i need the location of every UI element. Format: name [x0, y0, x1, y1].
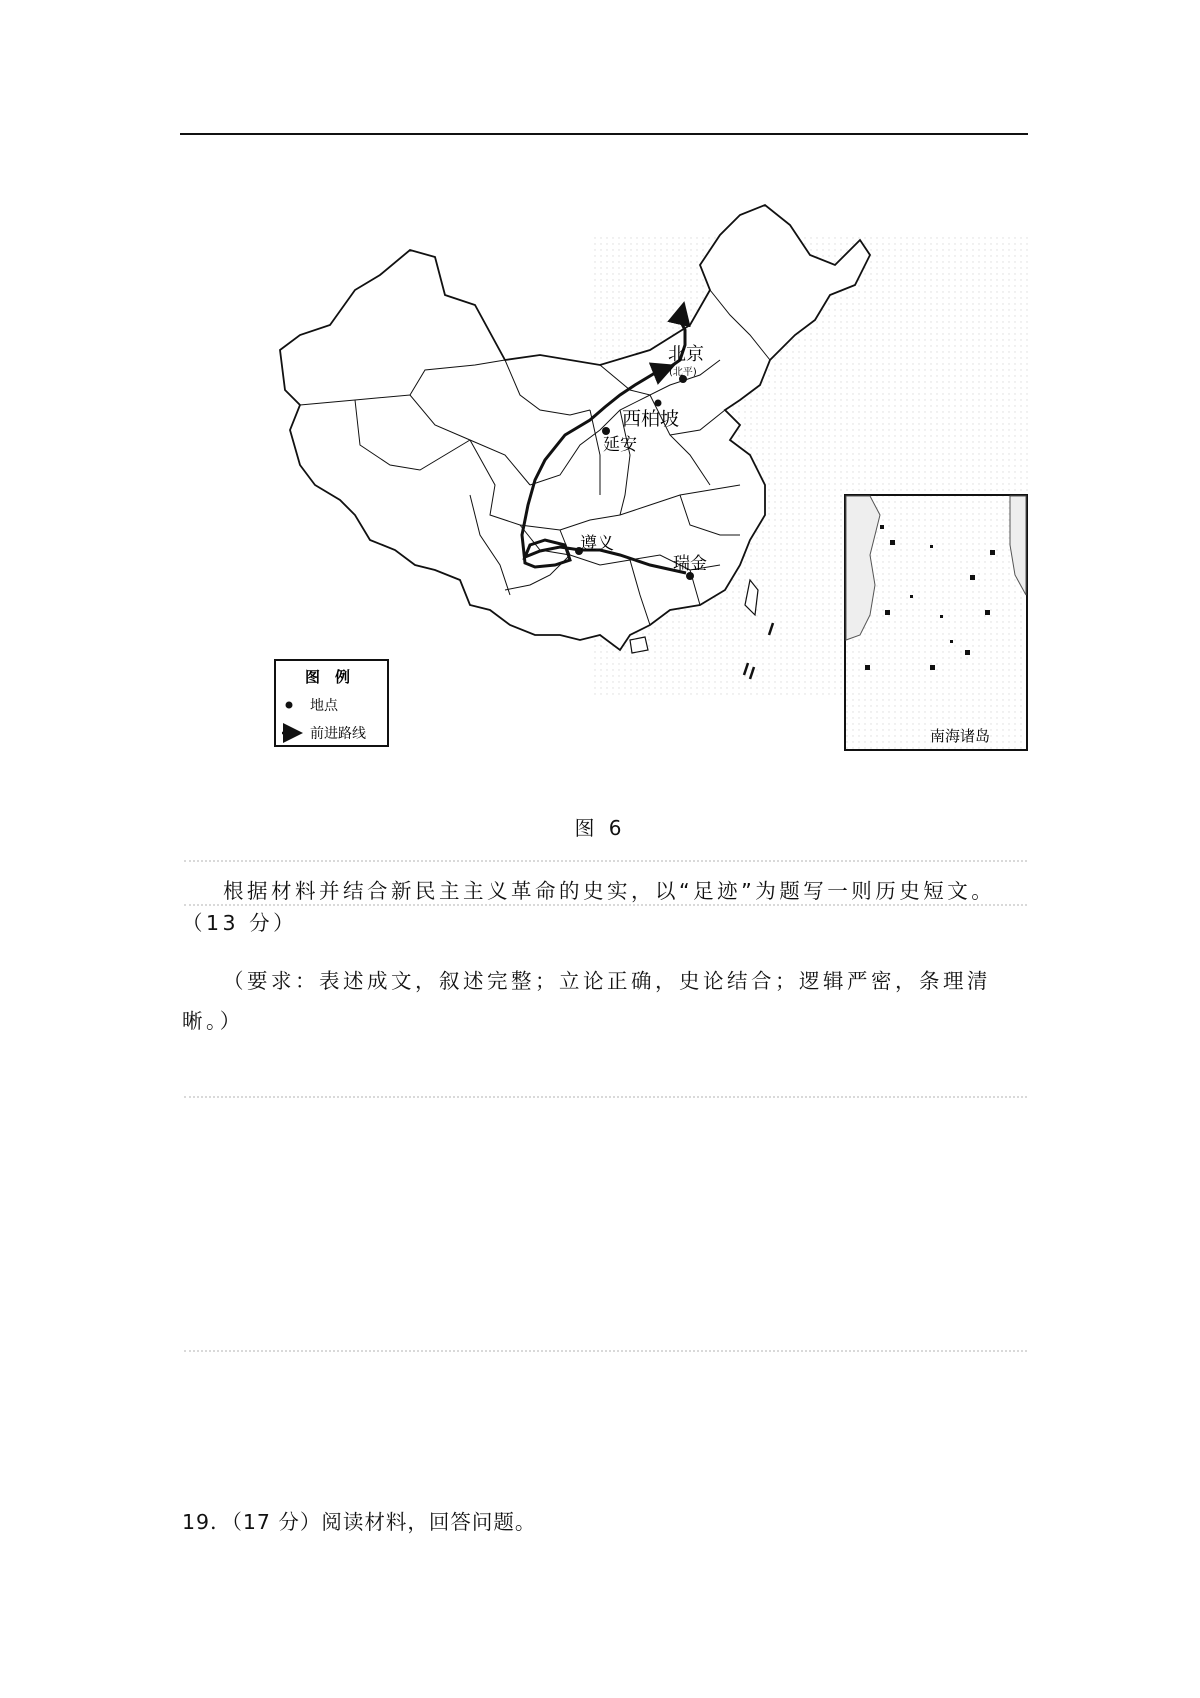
dotted-separator [184, 860, 1027, 862]
label-beijing: 北京 [668, 344, 704, 365]
south-china-sea-inset [845, 495, 1027, 750]
inset-label: 南海诸岛 [930, 727, 991, 745]
label-zunyi: 遵义 [580, 534, 614, 554]
answer-line [184, 1096, 1027, 1098]
xibaipo-dot [655, 400, 662, 407]
label-xibaipo: 西柏坡 [622, 408, 680, 430]
header-rule [180, 133, 1028, 135]
figure-caption: 图 6 [574, 816, 626, 840]
question-prompt: 根据材料并结合新民主主义革命的史实，以“足迹”为题写一则历史短文。 [223, 879, 996, 903]
requirement-line-2: 晰。） [182, 1009, 244, 1033]
question-score: （13 分） [182, 911, 298, 935]
legend-place-label: 地点 [310, 698, 338, 714]
legend-title: 图 例 [305, 668, 351, 686]
legend-route-label: 前进路线 [310, 726, 366, 742]
answer-line [184, 1350, 1027, 1352]
requirement-line-1: （要求：表述成文，叙述完整；立论正确，史论结合；逻辑严密，条理清 [223, 969, 991, 993]
china-route-map [270, 195, 1030, 755]
map-legend [275, 660, 388, 746]
legend-place-dot [286, 702, 293, 709]
label-ruijin: 瑞金 [673, 554, 707, 574]
question-19-heading: 19．（17 分）阅读材料，回答问题。 [182, 1510, 537, 1534]
label-yanan: 延安 [603, 435, 637, 455]
label-beiping: (北平) [669, 367, 697, 378]
yanan-dot [602, 427, 610, 435]
